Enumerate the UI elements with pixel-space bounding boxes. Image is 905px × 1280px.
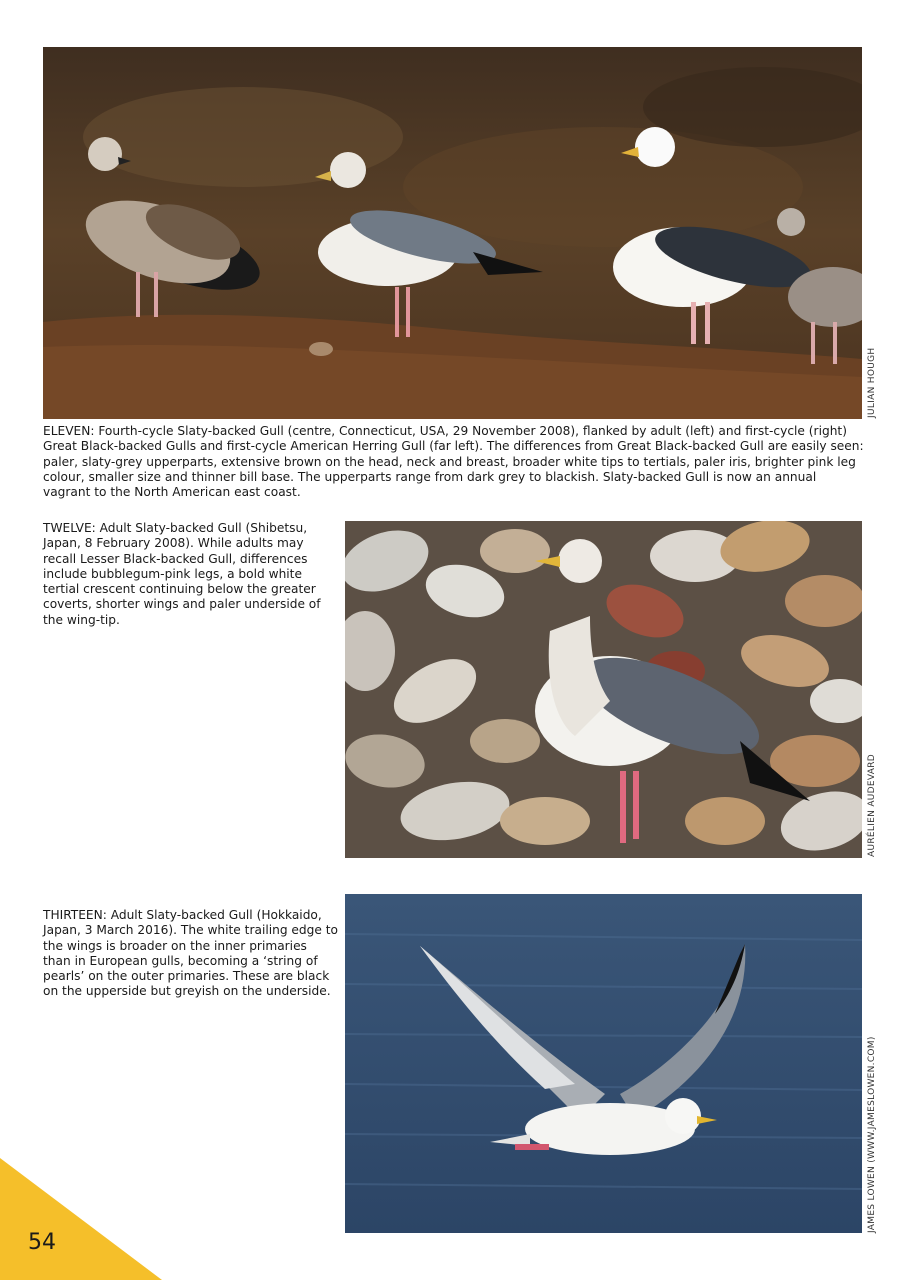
photo-credit: JULIAN HOUGH [867,347,877,418]
photo-credit: JAMES LOWEN (WWW.JAMESLOWEN.COM) [867,1036,877,1233]
figure-thirteen-caption: THIRTEEN: Adult Slaty-backed Gull (Hokkaido, Japan, 3 March 2016). The white trailing edge to the wings is broader on the inner primaries than in European gulls, becoming a ‘string of pearls’ on the outer primaries. These are black on the upperside but greyish on the underside. [43,908,339,999]
corner-triangle [0,1158,162,1280]
photo-gull-in-flight [345,894,862,1233]
figure-eleven-caption: ELEVEN: Fourth-cycle Slaty-backed Gull (centre, Connecticut, USA, 29 November 2008), flanked by adult (left) and first-cycle (right) Great Black-backed Gulls and first-cycle American Herring Gull (far left). The differences from Great Black-backed Gull are easily seen: paler, slaty-grey upperparts, extensive brown on the head, neck and breast, broader white tips to tertials, paler iris, brighter pink leg colour, smaller size and thinner bill base. The upperparts range from dark grey to blackish. Slaty-backed Gull is now an annual vagrant to the North American east coast. [43,424,864,500]
page-number: 54 [28,1230,56,1255]
photo-credit: AURÉLIEN AUDEVARD [867,753,877,857]
photo-gulls-on-soil-bank [43,47,862,419]
figure-twelve-caption: TWELVE: Adult Slaty-backed Gull (Shibetsu, Japan, 8 February 2008). While adults may recall Lesser Black-backed Gull, differences include bubblegum-pink legs, a bold white tertial crescent continuing below the greater coverts, shorter wings and paler underside of the wing-tip. [43,521,321,627]
photo-gull-on-shells [345,521,862,858]
